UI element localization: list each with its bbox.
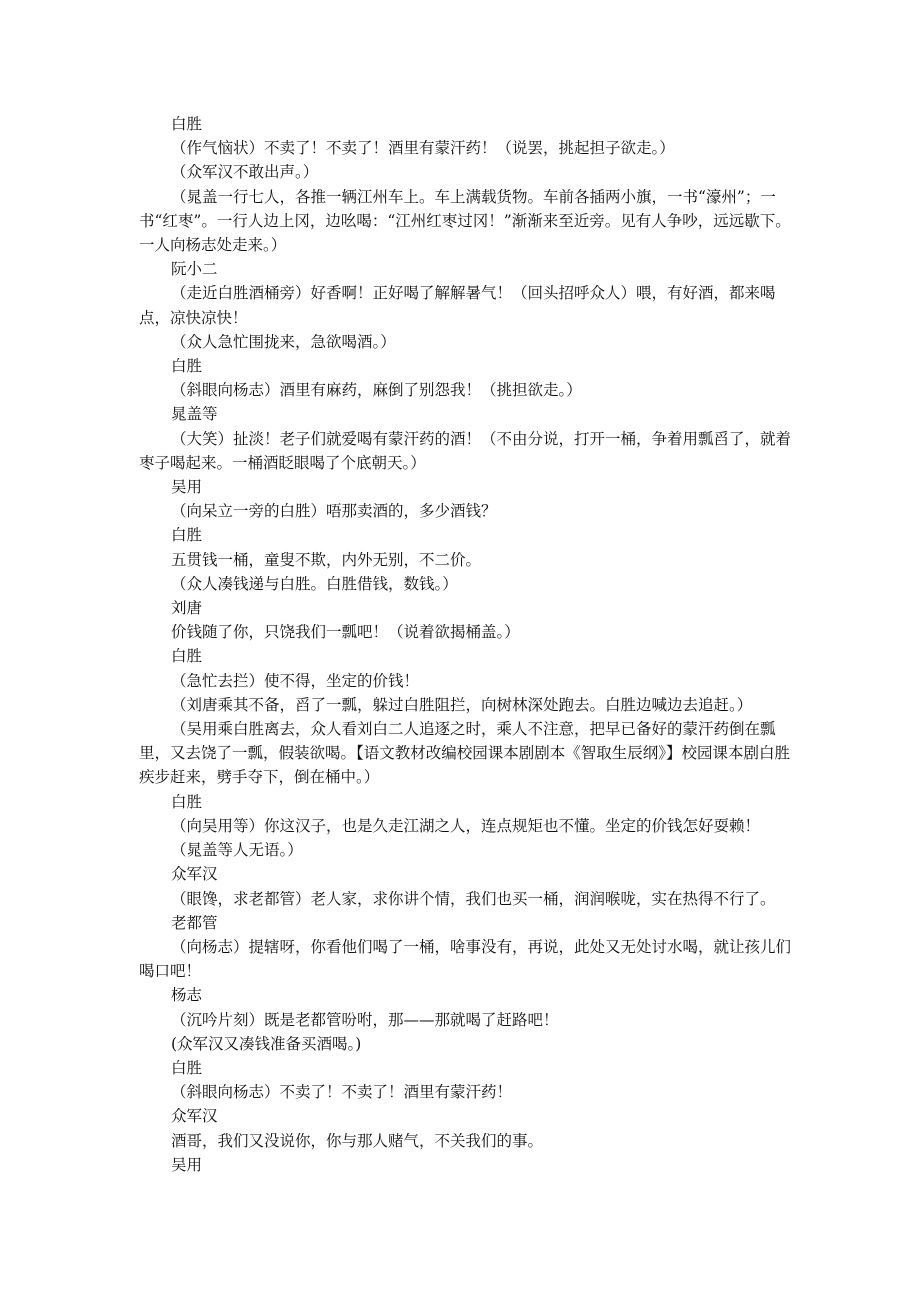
dialogue-line: （向呆立一旁的白胜）唔那卖酒的，多少酒钱？ (171, 502, 497, 521)
speaker-line: 刘唐 (171, 599, 203, 618)
dialogue-line: （作气恼状）不卖了！不卖了！酒里有蒙汗药！（说罢，挑起担子欲走。） (171, 139, 675, 158)
stage-direction: （众人凑钱递与白胜。白胜借钱，数钱。） (171, 574, 458, 593)
speaker-line: 吴用 (171, 1155, 203, 1174)
stage-direction: （晁盖一行七人，各推一辆江州车上。车上满载货物。车前各插两小旗，一书“濠州”；一书“红枣”。一行人边上冈，边吆喝：“江州红枣过冈！”渐渐来至近旁。见有人争吵，远远歇下。一人向杨志处走来。） (139, 187, 791, 255)
speaker-line: 白胜 (171, 357, 203, 376)
speaker-line: 阮小二 (171, 260, 218, 279)
stage-direction: （众军汉不敢出声。） (171, 163, 319, 182)
speaker-line: 白胜 (171, 647, 203, 666)
stage-direction: (众军汉又凑钱准备买酒喝。) (171, 1034, 362, 1053)
stage-direction: （吴用乘白胜离去，众人看刘白二人追逐之时，乘人不注意，把早已备好的蒙汗药倒在瓢里，又去饶了一瓢，假装欲喝。【语文教材改编校园课本剧剧本《智取生辰纲》】校园课本剧白胜疾步赶来，劈手夺下，倒在桶中。） (139, 720, 791, 787)
dialogue-line: （向吴用等）你这汉子，也是久走江湖之人，连点规矩也不懂。坐定的价钱怎好耍赖！ (171, 816, 761, 835)
speaker-line: 白胜 (171, 526, 203, 545)
speaker-line: 众军汉 (171, 865, 218, 884)
dialogue-line: （斜眼向杨志）酒里有麻药，麻倒了别怨我！（挑担欲走。） (171, 381, 582, 400)
speaker-line: 老都管 (171, 913, 218, 932)
stage-direction: （刘唐乘其不备，舀了一瓢，躲过白胜阻拦，向树林深处跑去。白胜边喊边去追赶。） (171, 695, 753, 714)
speaker-line: 白胜 (171, 792, 203, 811)
dialogue-line: （沉吟片刻）既是老都管吩咐，那——那就喝了赶路吧！ (171, 1010, 559, 1029)
dialogue-line: （走近白胜酒桶旁）好香啊！正好喝了解解暑气！（回头招呼众人）喂，有好酒，都来喝点，凉快凉快！ (139, 284, 776, 327)
dialogue-line: 价钱随了你，只饶我们一瓢吧！（说着欲揭桶盖。） (171, 623, 520, 642)
dialogue-line: （眼馋，求老都管）老人家，求你讲个情，我们也买一桶，润润喉咙，实在热得不行了。 (171, 889, 776, 908)
speaker-line: 白胜 (171, 115, 203, 133)
dialogue-line: （大笑）扯淡！老子们就爱喝有蒙汗药的酒！（不由分说，打开一桶，争着用瓢舀了，就着枣子喝起来。一桶酒眨眼喝了个底朝天。） (139, 429, 792, 472)
speaker-line: 众军汉 (171, 1107, 218, 1126)
speaker-line: 晁盖等 (171, 405, 218, 424)
speaker-line: 杨志 (171, 986, 203, 1005)
speaker-line: 白胜 (171, 1058, 203, 1077)
stage-direction: （众人急忙围拢来，急欲喝酒。） (171, 332, 396, 351)
dialogue-line: （向杨志）提辖呀，你看他们喝了一桶，啥事没有，再说，此处又无处讨水喝，就让孩儿们喝口吧！ (139, 937, 792, 981)
dialogue-line: （斜眼向杨志）不卖了！不卖了！酒里有蒙汗药！ (171, 1083, 513, 1102)
stage-direction: （晁盖等人无语。） (171, 841, 303, 860)
dialogue-line: （急忙去拦）使不得，坐定的价钱！ (171, 671, 420, 690)
dialogue-line: 酒哥，我们又没说你，你与那人赌气，不关我们的事。 (171, 1131, 544, 1150)
speaker-line: 吴用 (171, 478, 203, 497)
dialogue-line: 五贯钱一桶，童叟不欺，内外无别，不二价。 (171, 550, 482, 569)
